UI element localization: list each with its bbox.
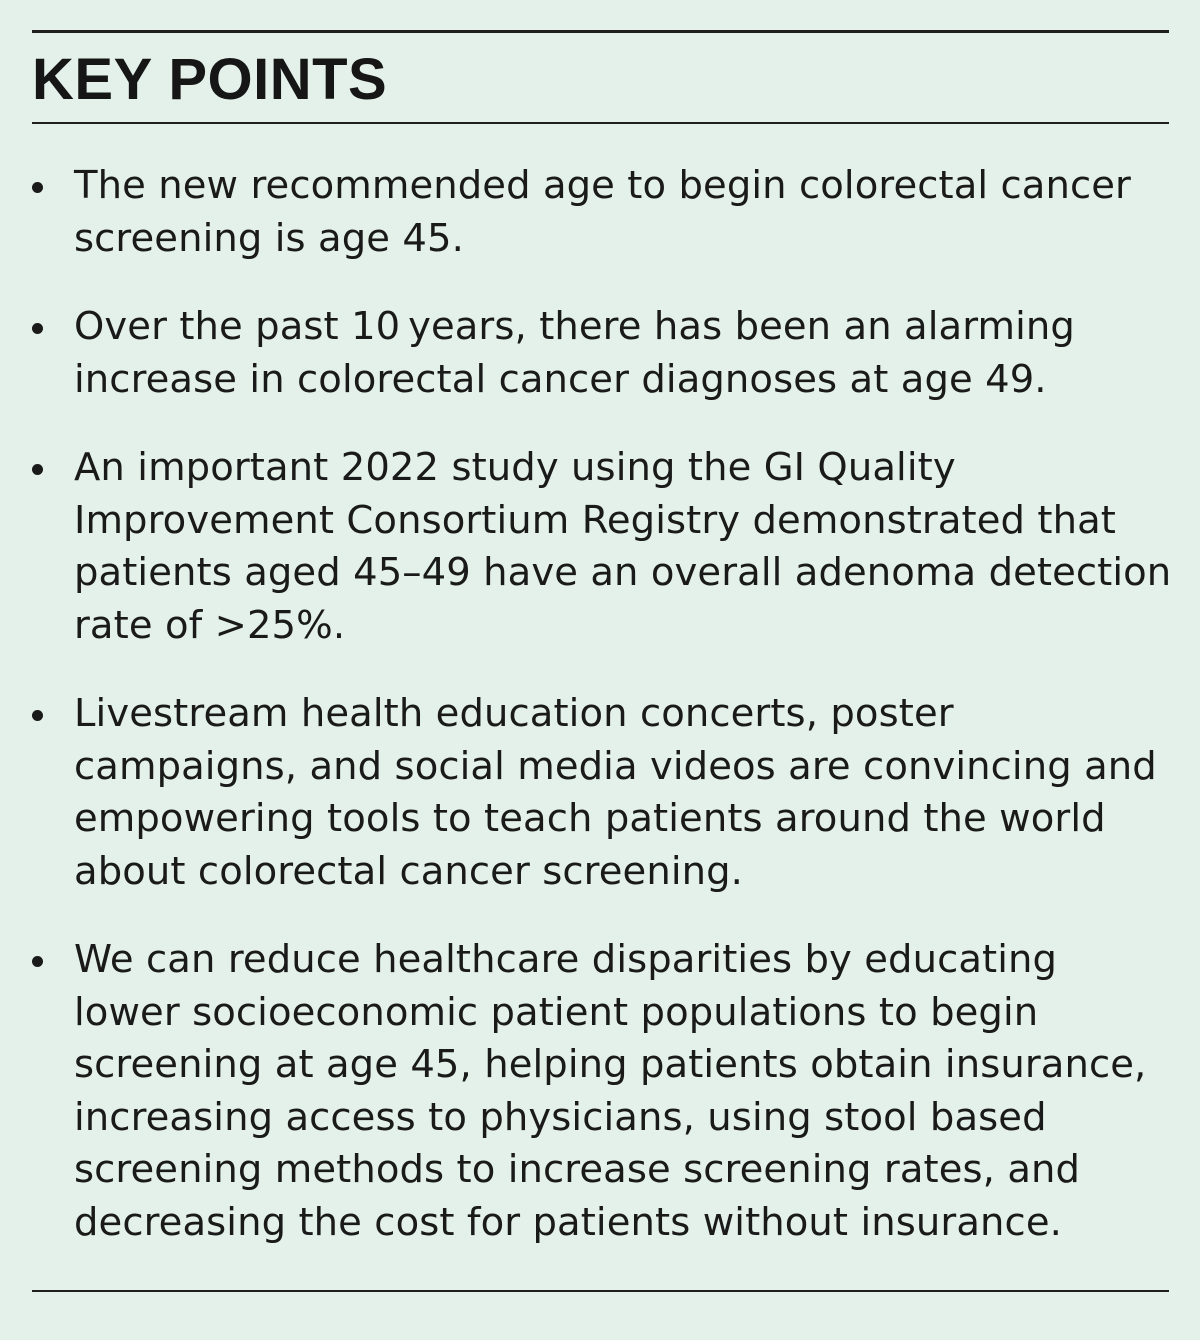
list-item bbox=[32, 442, 1172, 652]
point-text: We can reduce healthcare disparities by educating lower socioeconomic patient populations to begin screening at age 45, helping patients obtain insurance, increasing access to physicians, using stool based screening methods to increase screening rates, and decreasing the cost for patients without insurance. bbox=[74, 937, 1147, 1245]
top-rule bbox=[32, 30, 1169, 33]
list-item bbox=[32, 301, 1172, 406]
bullet-icon bbox=[32, 182, 43, 193]
bullet-icon bbox=[32, 710, 43, 721]
bottom-rule bbox=[32, 1290, 1169, 1292]
list-item bbox=[32, 934, 1172, 1249]
bullet-icon bbox=[32, 464, 43, 475]
point-text: Over the past 10 years, there has been an alarming increase in colorectal cancer diagnoses at age 49. bbox=[74, 304, 1075, 402]
key-points-list bbox=[32, 160, 1172, 1285]
point-text: Livestream health education concerts, poster campaigns, and social media videos are convincing and empowering tools to teach patients around the world about colorectal cancer screening. bbox=[74, 691, 1157, 894]
title-rule bbox=[32, 122, 1169, 124]
list-item bbox=[32, 688, 1172, 898]
bullet-icon bbox=[32, 323, 43, 334]
point-text: The new recommended age to begin colorectal cancer screening is age 45. bbox=[74, 163, 1131, 261]
page-title: KEY POINTS bbox=[32, 47, 388, 112]
bullet-icon bbox=[32, 956, 43, 967]
point-text: An important 2022 study using the GI Quality Improvement Consortium Registry demonstrated that patients aged 45–49 have an overall adenoma detection rate of >25%. bbox=[74, 445, 1172, 648]
list-item bbox=[32, 160, 1172, 265]
